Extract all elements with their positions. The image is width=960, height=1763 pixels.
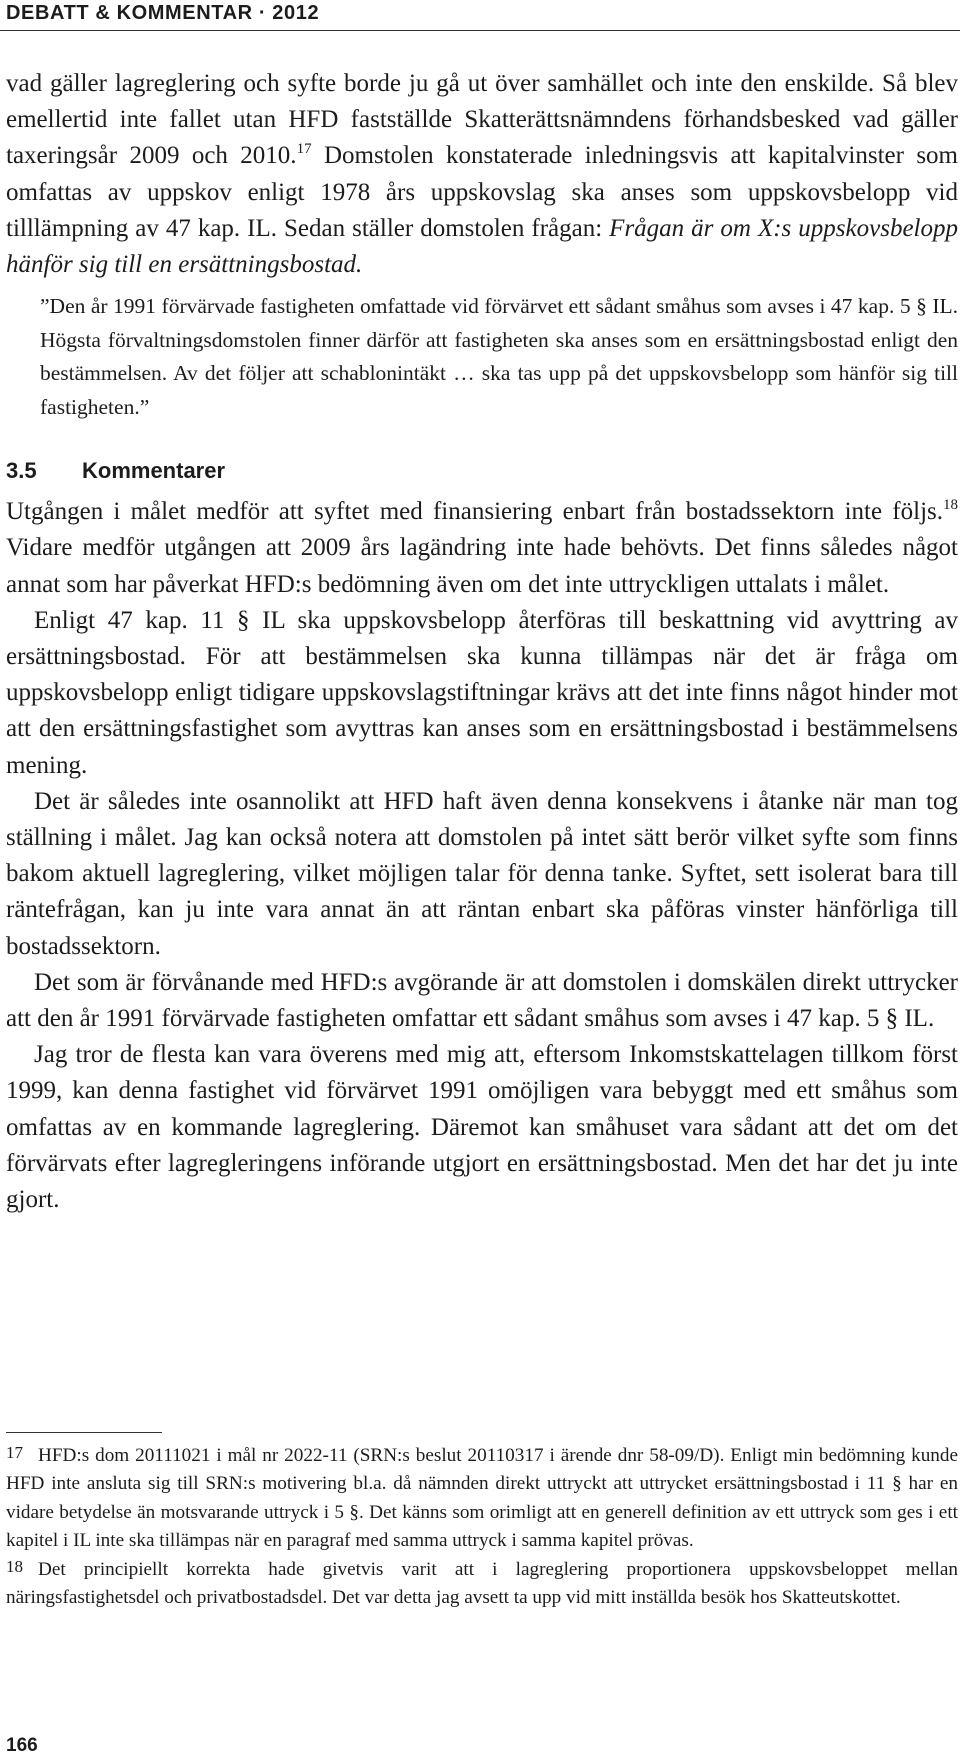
paragraph-surprising: Det som är förvånande med HFD:s avgörande är att domstolen i domskälen direkt uttrycker att den år 1991 förvärvade fastigheten omfattar ett sådant småhus som avses i 47 kap. 5 § IL. [6,968,958,1033]
paragraph-outcome-text: Utgången i målet medför att syftet med finansiering enbart från bostadssektorn inte följs. [6,498,943,526]
footnote-text: Det principiellt korrekta hade givetvis varit att i lagreglering proportionera uppskovsbeloppet mellan näringsfastighetsdel och privatbostadsdel. Det var detta jag avsett ta upp vid mitt inställda besök hos Skatteutskottet. [6,1558,958,1609]
paragraph-intro-text: vad gäller lagreglering och syfte borde ju gå ut över samhället och inte den enskilde. Så blev emellertid inte fallet utan HFD fastställde Skatterättsnämndens förhandsbesked vad gäller taxeringsår 2009 och 2010. [6,70,958,170]
footnotes [6,1442,958,1612]
paragraph-intro [6,66,958,283]
footnote-ref-17[interactable]: 17 [296,141,312,158]
page-number: 166 [6,1735,38,1756]
paragraph-intro-continued: Domstolen konstaterade inledningsvis att kapitalvinster som omfattas av uppskov enligt 1978 års uppskovslag ska anses som uppskovsbelopp vid tilllämpning av 47 kap. IL. Sedan ställer domstolen frågan: [6,142,958,242]
section-title: Kommentarer [82,458,226,484]
section-heading [6,454,958,488]
footnote-number: 18 [6,1556,23,1576]
footnote-18 [6,1556,958,1613]
paragraph-conclusion: Jag tror de flesta kan vara överens med mig att, eftersom Inkomstskattelagen tillkom först 1999, kan denna fastighet vid förvärvet 1991 omöjligen vara bebyggt med ett småhus som omfattas av en kommande lagreglering. Däremot kan småhuset vara sådant att det om det förvärvats efter lagregleringens införande utgjort en ersättningsbostad. Men det har det ju inte gjort. [6,1041,958,1214]
footnote-divider [6,1432,162,1433]
footnote-ref-18[interactable]: 18 [943,497,958,514]
court-question: Frågan är om X:s uppskovsbelopp hänför sig till en ersättningsbostad. [6,214,958,279]
running-header-title: DEBATT & KOMMENTAR · 2012 [6,2,320,24]
paragraph-reversal: Enligt 47 kap. 11 § IL ska uppskovsbelopp återföras till beskattning vid avyttring av ersättningsbostad. För att bestämmelsen ska kunna tillämpas när det är fråga om uppskovsbelopp enligt tidigare uppskovslagstiftningar krävs att det inte finns något hinder mot att den ersättningsfastighet som avyttras kan anses som en ersättningsbostad i bestämmelsens mening. [6,606,958,779]
court-quote: ”Den år 1991 förvärvade fastigheten omfattade vid förvärvet ett sådant småhus som avses i 47 kap. 5 § IL. Högsta förvaltningsdomstolen finner därför att fastigheten ska anses som en ersättningsbostad enligt den bestämmelsen. Av det följer att schablonintäkt … ska tas upp på det uppskovsbelopp som hänför sig till fastigheten.” [40,294,958,419]
running-header [0,0,960,34]
footnote-text: HFD:s dom 20111021 i mål nr 2022-11 (SRN:s beslut 20110317 i ärende dnr 58-09/D). Enligt min bedömning kunde HFD inte ansluta sig till SRN:s motivering bl.a. då nämnden direkt uttryckt att uttrycket ersättningsbostad i 11 § har en vidare betydelse än motsvarande uttryck i 5 §. Det känns som orimligt att en generell definition av ett uttryck som ges i ett kapitel i IL inte ska tillämpas när en paragraf med samma uttryck i samma kapitel prövas. [6,1445,958,1552]
section-number: 3.5 [6,458,37,484]
footnote-17 [6,1442,958,1556]
footnote-number: 17 [6,1443,23,1462]
paragraph-outcome-continued: Vidare medför utgången att 2009 års lagändring inte hade behövts. Det finns således något annat som har påverkat HFD:s bedömning även om det inte uttryckligen uttalats i målet. [6,534,958,598]
paragraph-consequence: Det är således inte osannolikt att HFD haft även denna konsekvens i åtanke när man tog ställning i målet. Jag kan också notera att domstolen på intet sätt berör vilket syfte som finns bakom aktuell lagreglering, vilket möjligen talar för denna tanke. Syftet, sett isolerat bara till räntefrågan, kan ju inte vara annat än att räntan enbart ska påföras vinster hänförliga till bostadssektorn. [6,787,958,960]
article-body [6,66,958,1218]
paragraph-outcome [6,494,958,603]
header-divider [0,30,960,31]
